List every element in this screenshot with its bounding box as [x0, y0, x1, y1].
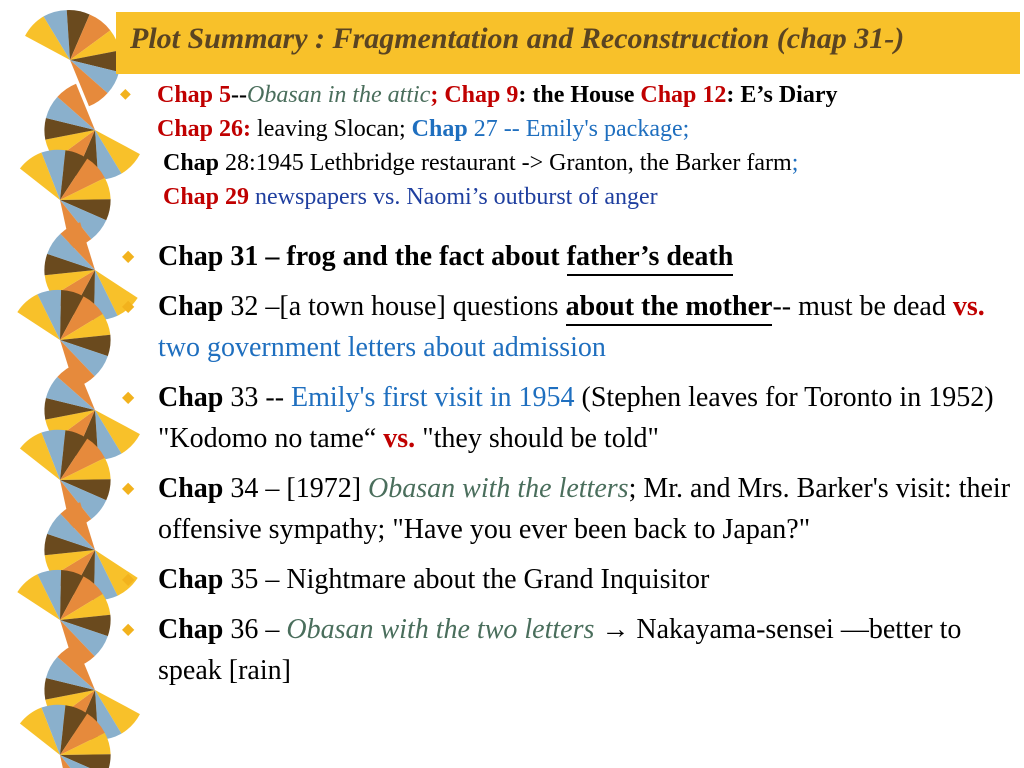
bullet-diamond-icon: ◆	[122, 298, 135, 315]
list-item: ◆ Chap 31 – frog and the fact about father’s death	[158, 236, 1020, 277]
arrow-right-icon: →	[594, 614, 637, 645]
bullet-diamond-icon: ◆	[122, 248, 135, 265]
intro-block	[157, 78, 838, 214]
list-item: ◆ Chap 32 –[a town house] questions about the mother-- must be dead vs. two government letters about admission	[158, 286, 1020, 368]
intro-line-1: Chap 5--Obasan in the attic; Chap 9: the House Chap 12: E’s Diary	[157, 82, 838, 108]
list-item: ◆ Chap 35 – Nightmare about the Grand Inquisitor	[158, 559, 1020, 600]
list-item: ◆ Chap 33 -- Emily's first visit in 1954 (Stephen leaves for Toronto in 1952) "Kodomo no tame“ vs. "they should be told"	[158, 377, 1020, 459]
bullet-diamond-icon: ◆	[120, 87, 131, 102]
list-item: ◆ Chap 36 – Obasan with the two letters → Nakayama-sensei —better to speak [rain]	[158, 609, 1020, 691]
bullet-list	[122, 236, 1020, 700]
intro-line-4: Chap 29 newspapers vs. Naomi’s outburst of anger	[163, 184, 658, 210]
bullet-diamond-icon: ◆	[122, 571, 135, 588]
intro-line-2: Chap 26: leaving Slocan; Chap 27 -- Emily's package;	[157, 116, 690, 142]
bullet-diamond-icon: ◆	[122, 480, 135, 497]
list-item: ◆ Chap 34 – [1972] Obasan with the letters; Mr. and Mrs. Barker's visit: their offensive sympathy; "Have you ever been back to Japan?"	[158, 468, 1020, 550]
slide-title: Plot Summary : Fragmentation and Reconstruction (chap 31-)	[130, 22, 905, 55]
intro-line-3: Chap 28:1945 Lethbridge restaurant -> Granton, the Barker farm;	[163, 150, 799, 176]
bullet-diamond-icon: ◆	[122, 621, 135, 638]
bullet-diamond-icon: ◆	[122, 389, 135, 406]
